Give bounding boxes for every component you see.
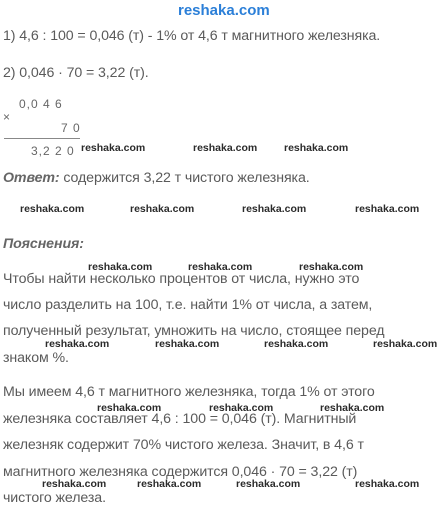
explanation-p2-line: железняка составляет 4,6 : 100 = 0,046 (т). Магнитный <box>3 411 357 427</box>
column-operand-2: 7 0 <box>61 121 81 135</box>
column-result: 3,2 2 0 <box>31 144 75 158</box>
watermark: reshaka.com <box>188 261 253 273</box>
answer-text: содержится 3,22 т чистого железняка. <box>59 170 310 186</box>
step-2-text: 2) 0,046 · 70 = 3,22 (т). <box>3 65 149 81</box>
watermark: reshaka.com <box>284 142 349 154</box>
explanation-heading: Пояснения: <box>3 236 84 252</box>
watermark: reshaka.com <box>20 203 85 215</box>
explanation-p1-line: знаком %. <box>3 350 69 366</box>
answer-line <box>3 170 310 186</box>
explanation-p2-line: чистого железа. <box>3 490 106 506</box>
watermark: reshaka.com <box>155 338 220 350</box>
column-multiply-sign: × <box>3 110 11 124</box>
watermark: reshaka.com <box>355 203 420 215</box>
watermark: reshaka.com <box>373 338 438 350</box>
watermark: reshaka.com <box>45 338 110 350</box>
watermark: reshaka.com <box>42 478 107 490</box>
step-1-text: 1) 4,6 : 100 = 0,046 (т) - 1% от 4,6 т магнитного железняка. <box>3 28 381 44</box>
explanation-p1-line: число разделить на 100, т.е. найти 1% от числа, а затем, <box>3 297 373 313</box>
watermark: reshaka.com <box>236 478 301 490</box>
watermark-top: reshaka.com <box>178 2 270 19</box>
watermark: reshaka.com <box>209 402 274 414</box>
column-operand-1: 0,0 4 6 <box>19 97 63 111</box>
watermark: reshaka.com <box>88 261 153 273</box>
watermark: reshaka.com <box>320 402 385 414</box>
explanation-p1-line: полученный результат, умножить на число, стоящее перед <box>3 323 385 339</box>
watermark: reshaka.com <box>264 338 329 350</box>
watermark: reshaka.com <box>193 142 258 154</box>
watermark: reshaka.com <box>97 402 162 414</box>
answer-label: Ответ: <box>3 170 60 186</box>
column-divider <box>4 138 80 139</box>
watermark: reshaka.com <box>299 261 364 273</box>
watermark: reshaka.com <box>355 478 420 490</box>
explanation-p1-line: Чтобы найти несколько процентов от числа, нужно это <box>3 271 360 287</box>
explanation-p2-line: Мы имеем 4,6 т магнитного железняка, тогда 1% от этого <box>3 384 375 400</box>
watermark: reshaka.com <box>81 142 146 154</box>
watermark: reshaka.com <box>242 203 307 215</box>
watermark: reshaka.com <box>137 478 202 490</box>
explanation-p2-line: магнитного железняка содержится 0,046 · 70 = 3,22 (т) <box>3 464 358 480</box>
watermark: reshaka.com <box>130 203 195 215</box>
explanation-p2-line: железняк содержит 70% чистого железа. Значит, в 4,6 т <box>3 437 364 453</box>
